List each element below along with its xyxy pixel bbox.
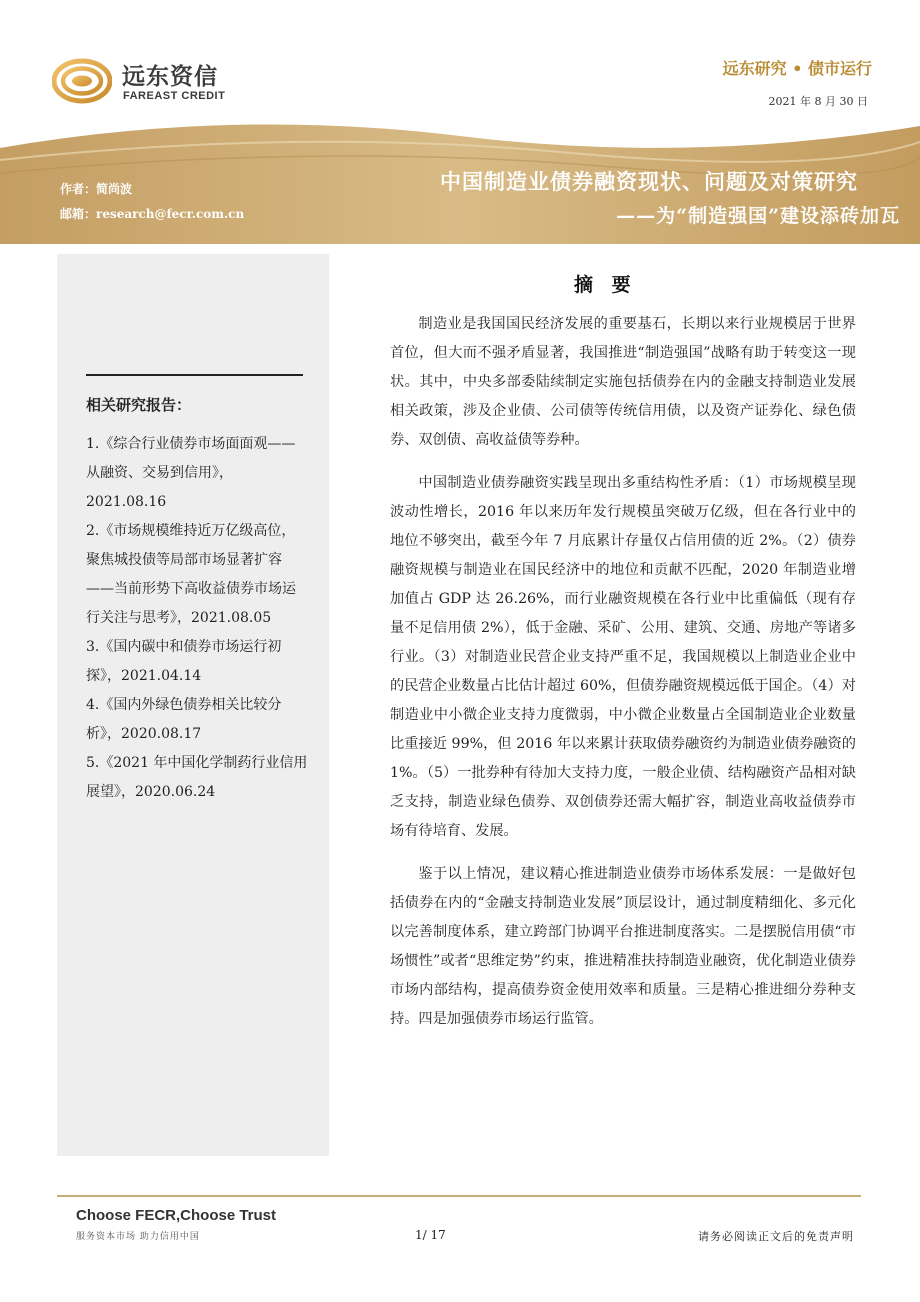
report-title: 中国制造业债券融资现状、问题及对策研究 <box>440 169 858 194</box>
email-line: 邮箱：research@fecr.com.cn <box>60 207 245 221</box>
related-report-item[interactable]: 2.《市场规模维持近万亿级高位，聚焦城投债等局部市场显著扩容——当前形势下高收益债券市场运行关注与思考》，2021.08.05 <box>86 523 296 626</box>
series-label: 远东研究 • 债市运行 <box>722 59 872 78</box>
footer-slogan: Choose FECR,Choose Trust <box>76 1207 277 1224</box>
footer-disclaimer: 请务必阅读正文后的免责声明 <box>698 1230 854 1243</box>
abstract-heading: 摘 要 <box>574 274 637 296</box>
related-report-item[interactable]: 1.《综合行业债券市场面面观——从融资、交易到信用》，2021.08.16 <box>86 436 296 510</box>
fareast-logo-icon <box>52 58 112 104</box>
logo-chinese-text: 远东资信 <box>122 64 218 90</box>
author-line: 作者：简尚波 <box>60 182 133 196</box>
related-reports-list <box>86 430 308 807</box>
footer-divider <box>57 1195 861 1197</box>
related-reports-heading: 相关研究报告： <box>86 396 192 414</box>
abstract-paragraph: 中国制造业债券融资实践呈现出多重结构性矛盾：（1）市场规模呈现波动性增长，2016 年以来历年发行规模虽突破万亿级，但在各行业中的地位不够突出，截至今年 7 月底累计存量仅占信用债的近 2%。（2）债券融资规模与制造业在国民经济中的地位和贡献不匹配，2020 年制造业增加值占 GDP 达 26.26%，而行业融资规模在各行业中比重偏低（现有存量不足信用债 2%），低于金融、采矿、公用、建筑、交通、房地产等诸多行业。（3）对制造业民营企业支持严重不足，我国规模以上制造业企业中的民营企业数量占比估计超过 60%，但债券融资规模远低于国企。（4）对制造业中小微企业支持力度微弱，中小微企业数量占全国制造业企业数量比重接近 99%，但 2016 年以来累计获取债券融资约为制造业债券融资的 1%。（5）一批券种有待加大支持力度，一般企业债、结构融资产品相对缺乏支持，制造业绿色债券、双创债券还需大幅扩容，制造业高收益债券市场有待培育、发展。 <box>390 475 856 839</box>
sidebar-divider <box>86 374 303 376</box>
report-date: 2021 年 8 月 30 日 <box>768 95 868 108</box>
related-report-item[interactable]: 3.《国内碳中和债券市场运行初探》，2021.04.14 <box>86 639 282 684</box>
abstract-body <box>390 310 856 1048</box>
abstract-paragraph: 制造业是我国国民经济发展的重要基石，长期以来行业规模居于世界首位，但大而不强矛盾显著，我国推进“制造强国”战略有助于转变这一现状。其中，中央多部委陆续制定实施包括债券在内的金融支持制造业发展相关政策，涉及企业债、公司债等传统信用债，以及资产证券化、绿色债券、双创债、高收益债等券种。 <box>390 316 856 448</box>
related-report-item[interactable]: 5.《2021 年中国化学制药行业信用展望》，2020.06.24 <box>86 755 308 800</box>
page-number: 1/ 17 <box>415 1228 446 1242</box>
abstract-paragraph: 鉴于以上情况，建议精心推进制造业债券市场体系发展：一是做好包括债券在内的“金融支持制造业发展”顶层设计，通过制度精细化、多元化以完善制度体系，建立跨部门协调平台推进制度落实。二是摆脱信用债“市场惯性”或者“思维定势”约束，推进精准扶持制造业融资，优化制造业债券市场内部结构，提高债券资金使用效率和质量。三是精心推进细分券种支持。四是加强债券市场运行监管。 <box>390 866 856 1027</box>
report-subtitle: ——为“制造强国”建设添砖加瓦 <box>616 205 900 227</box>
footer-slogan-sub: 服务资本市场 助力信用中国 <box>76 1232 200 1242</box>
logo-english-text: FAREAST CREDIT <box>123 90 226 102</box>
related-report-item[interactable]: 4.《国内外绿色债券相关比较分析》，2020.08.17 <box>86 697 282 742</box>
